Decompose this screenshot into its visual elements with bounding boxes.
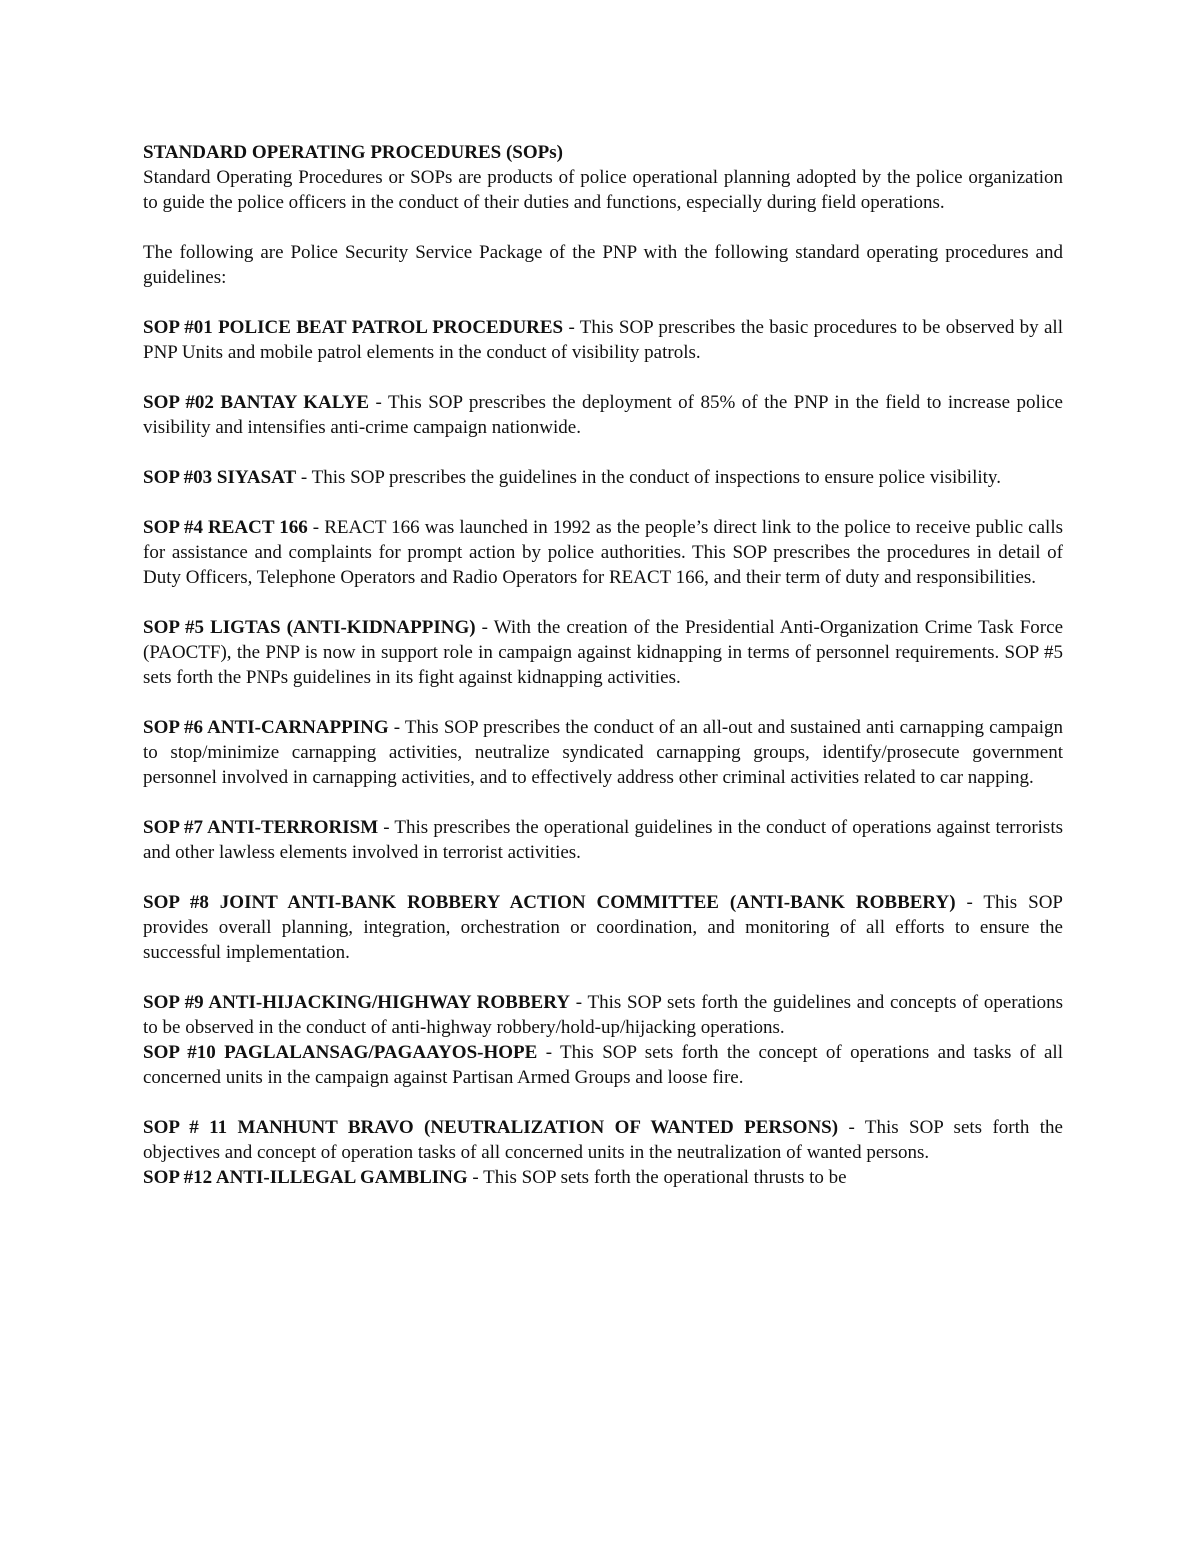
document-page bbox=[143, 140, 1063, 1190]
sop-title: SOP #8 JOINT ANTI-BANK ROBBERY ACTION COMMITTEE (ANTI-BANK ROBBERY) bbox=[143, 892, 956, 913]
intro-paragraph: Standard Operating Procedures or SOPs are products of police operational planning adopted by the police organization to guide the police officers in the conduct of their duties and functions, especially during field operations. bbox=[143, 167, 1063, 213]
sop-entry-08 bbox=[143, 890, 1063, 965]
sop-title: SOP #02 BANTAY KALYE bbox=[143, 392, 370, 413]
sop-title: SOP #4 REACT 166 bbox=[143, 517, 308, 538]
sop-title: SOP #01 POLICE BEAT PATROL PROCEDURES bbox=[143, 317, 564, 338]
sop-description: - This SOP sets forth the objectives and concept of operation tasks of all concerned units in the neutralization of wanted persons. bbox=[143, 1117, 1063, 1163]
sop-description: - This SOP provides overall planning, integration, orchestration or coordination, and monitoring of all efforts to ensure the successful implementation. bbox=[143, 892, 1063, 963]
sop-description: - This SOP sets forth the concept of operations and tasks of all concerned units in the campaign against Partisan Armed Groups and loose fire. bbox=[143, 1042, 1063, 1088]
document-title: STANDARD OPERATING PROCEDURES (SOPs) bbox=[143, 142, 563, 163]
sop-entry-04 bbox=[143, 515, 1063, 590]
sop-title: SOP #12 ANTI-ILLEGAL GAMBLING bbox=[143, 1167, 468, 1188]
sop-entry-05 bbox=[143, 615, 1063, 690]
sop-description: - This SOP prescribes the guidelines in the conduct of inspections to ensure police visibility. bbox=[296, 467, 1001, 488]
sop-title: SOP #6 ANTI-CARNAPPING bbox=[143, 717, 389, 738]
lead-paragraph: The following are Police Security Service Package of the PNP with the following standard operating procedures and guidelines: bbox=[143, 242, 1063, 288]
sop-list bbox=[143, 315, 1063, 1190]
sop-entry-03 bbox=[143, 465, 1063, 490]
sop-description: - This SOP sets forth the operational thrusts to be bbox=[467, 1167, 847, 1188]
sop-entry-09 bbox=[143, 990, 1063, 1040]
sop-entry-07 bbox=[143, 815, 1063, 865]
sop-entry-11 bbox=[143, 1115, 1063, 1165]
sop-description: - This SOP sets forth the guidelines and concepts of operations to be observed in the conduct of anti-highway robbery/hold-up/hijacking operations. bbox=[143, 992, 1063, 1038]
sop-entry-01 bbox=[143, 315, 1063, 365]
sop-description: - This SOP prescribes the conduct of an all-out and sustained anti carnapping campaign to stop/minimize carnapping activities, neutralize syndicated carnapping groups, identify/prosecute government personnel involved in carnapping activities, and to effectively address other criminal activities related to car napping. bbox=[143, 717, 1064, 788]
sop-description: - With the creation of the Presidential Anti-Organization Crime Task Force (PAOCTF), the PNP is now in support role in campaign against kidnapping in terms of personnel requirements. SOP #5 sets forth the PNPs guidelines in its fight against kidnapping activities. bbox=[143, 617, 1064, 688]
sop-description: - This prescribes the operational guidelines in the conduct of operations against terrorists and other lawless elements involved in terrorist activities. bbox=[143, 817, 1063, 863]
sop-entry-12 bbox=[143, 1165, 1063, 1190]
sop-title: SOP #5 LIGTAS (ANTI-KIDNAPPING) bbox=[143, 617, 476, 638]
sop-description: - This SOP prescribes the deployment of 85% of the PNP in the field to increase police visibility and intensifies anti-crime campaign nationwide. bbox=[143, 392, 1063, 438]
sop-entry-02 bbox=[143, 390, 1063, 440]
sop-title: SOP #9 ANTI-HIJACKING/HIGHWAY ROBBERY bbox=[143, 992, 570, 1013]
sop-entry-06 bbox=[143, 715, 1063, 790]
sop-description: - REACT 166 was launched in 1992 as the people’s direct link to the police to receive public calls for assistance and complaints for prompt action by police authorities. This SOP prescribes the procedures in detail of Duty Officers, Telephone Operators and Radio Operators for REACT 166, and their term of duty and responsibilities. bbox=[143, 517, 1063, 588]
sop-entry-10 bbox=[143, 1040, 1063, 1090]
sop-title: SOP #7 ANTI-TERRORISM bbox=[143, 817, 379, 838]
sop-title: SOP # 11 MANHUNT BRAVO (NEUTRALIZATION OF WANTED PERSONS) bbox=[143, 1117, 839, 1138]
sop-title: SOP #10 PAGLALANSAG/PAGAAYOS-HOPE bbox=[143, 1042, 538, 1063]
sop-title: SOP #03 SIYASAT bbox=[143, 467, 297, 488]
sop-description: - This SOP prescribes the basic procedures to be observed by all PNP Units and mobile patrol elements in the conduct of visibility patrols. bbox=[143, 317, 1063, 363]
